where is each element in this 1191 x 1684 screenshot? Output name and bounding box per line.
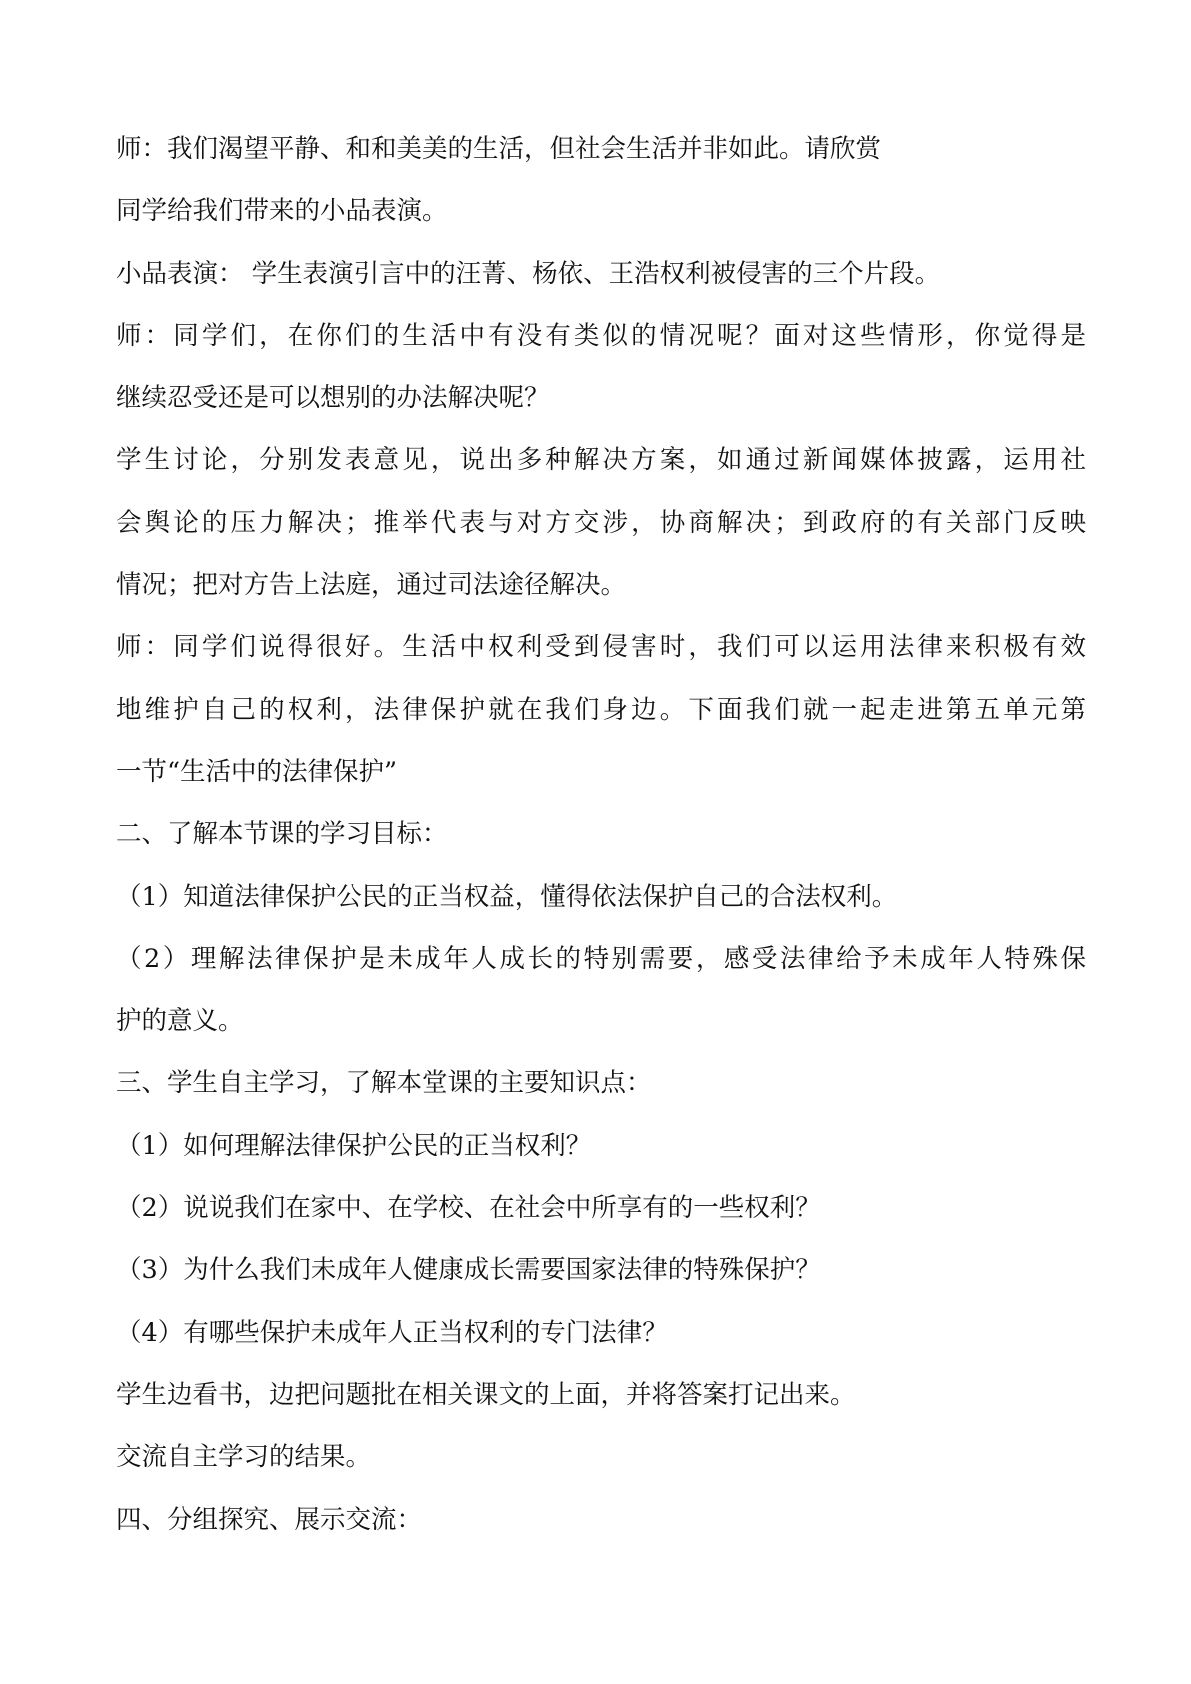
text-line: 学生讨论，分别发表意见，说出多种解决方案，如通过新闻媒体披露，运用社 <box>116 445 1086 476</box>
section-heading: 三、学生自主学习，了解本堂课的主要知识点： <box>116 1068 652 1099</box>
text-line: 同学给我们带来的小品表演。 <box>116 196 448 227</box>
list-item: （4）有哪些保护未成年人正当权利的专门法律？ <box>116 1317 668 1348</box>
text-line: 继续忍受还是可以想别的办法解决呢？ <box>116 383 550 414</box>
text-line: 一节“生活中的法律保护” <box>116 756 398 787</box>
text-line: 师：同学们，在你们的生活中有没有类似的情况呢？面对这些情形，你觉得是 <box>116 320 1086 351</box>
body-text <box>116 118 1086 1551</box>
list-item: （2）说说我们在家中、在学校、在社会中所享有的一些权利？ <box>116 1193 821 1224</box>
list-item: （1）如何理解法律保护公民的正当权利？ <box>116 1130 592 1161</box>
text-line: 会舆论的压力解决；推举代表与对方交涉，协商解决；到政府的有关部门反映 <box>116 507 1086 538</box>
text-line: 护的意义。 <box>116 1006 244 1037</box>
text-line: 地维护自己的权利，法律保护就在我们身边。下面我们就一起走进第五单元第 <box>116 694 1086 725</box>
text-line: 小品表演： 学生表演引言中的汪菁、杨依、王浩权利被侵害的三个片段。 <box>116 258 941 289</box>
list-item: （1）知道法律保护公民的正当权益，懂得依法保护自己的合法权利。 <box>116 881 898 912</box>
text-line: 情况；把对方告上法庭，通过司法途径解决。 <box>116 570 627 601</box>
section-heading: 二、了解本节课的学习目标： <box>116 819 448 850</box>
text-line: 师：我们渴望平静、和和美美的生活，但社会生活并非如此。请欣赏 <box>116 134 882 164</box>
text-line: 交流自主学习的结果。 <box>116 1442 372 1473</box>
text-line: 学生边看书，边把问题批在相关课文的上面，并将答案打记出来。 <box>116 1379 856 1410</box>
text-line: 师：同学们说得很好。生活中权利受到侵害时，我们可以运用法律来积极有效 <box>116 632 1086 663</box>
list-item: （2）理解法律保护是未成年人成长的特别需要，感受法律给予未成年人特殊保 <box>116 943 1086 974</box>
section-heading: 四、分组探究、展示交流： <box>116 1504 423 1535</box>
list-item: （3）为什么我们未成年人健康成长需要国家法律的特殊保护？ <box>116 1255 821 1286</box>
